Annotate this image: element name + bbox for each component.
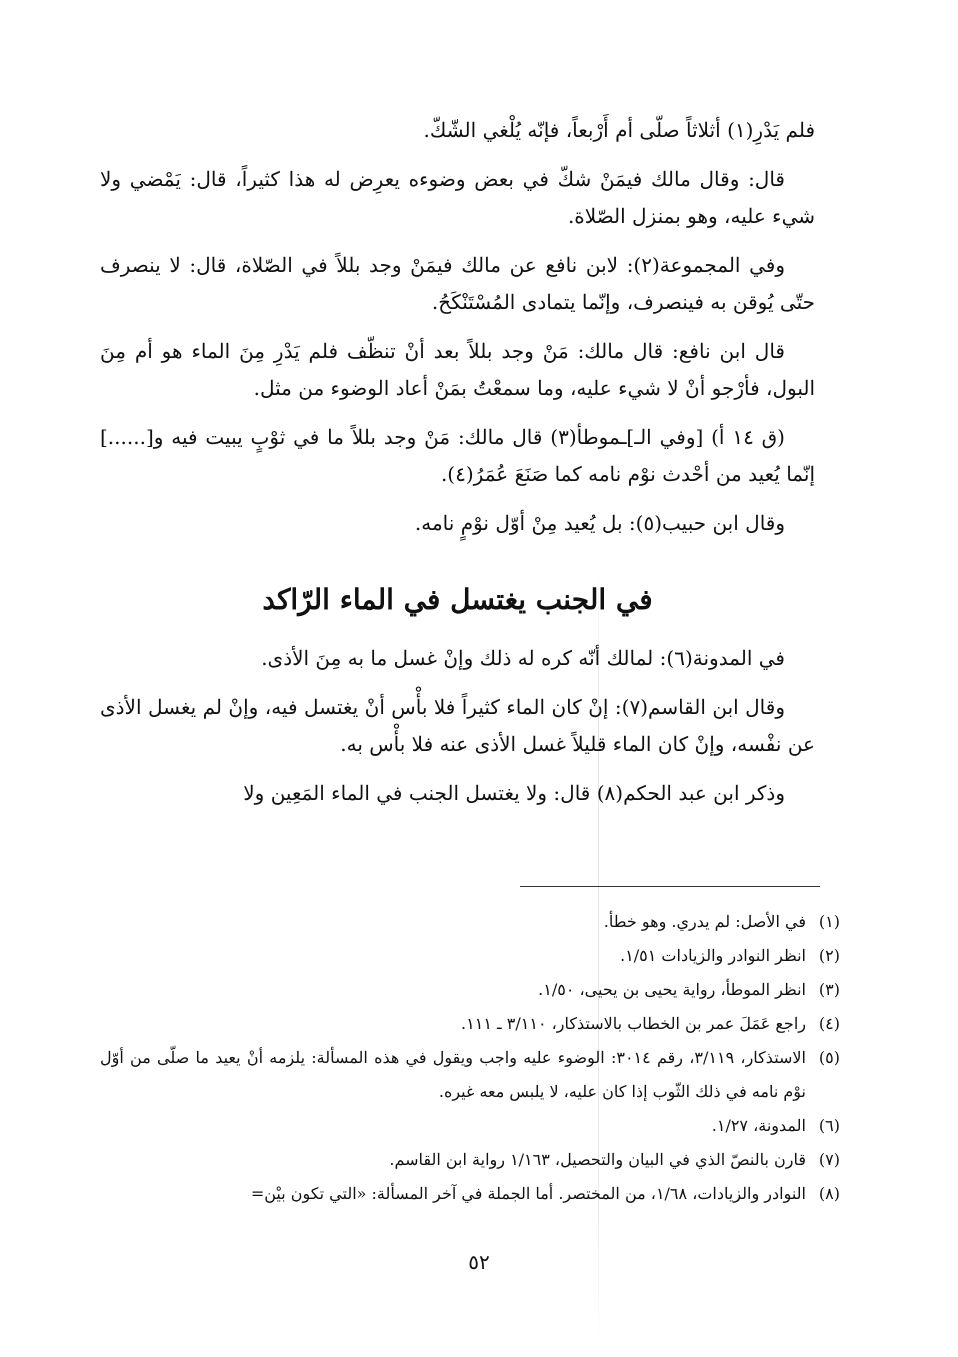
footnote-number: (٥) — [818, 1048, 840, 1067]
footnote-number: (٢) — [818, 946, 840, 965]
footnote-number: (٦) — [818, 1116, 840, 1135]
footnote-divider — [520, 886, 820, 887]
section-heading: في الجنب يغتسل في الماء الرّاكد — [262, 583, 653, 616]
footnote — [100, 1109, 840, 1143]
footnote-text: انظر النوادر والزيادات ١/٥١. — [620, 946, 806, 965]
footnote — [100, 973, 840, 1007]
footnote — [100, 1007, 840, 1041]
footnote-number: (٣) — [818, 980, 840, 999]
footnote — [100, 905, 840, 939]
footnote-text: انظر الموطأ، رواية يحيى بن يحيى، ١/٥٠. — [538, 980, 806, 999]
paragraph: في المدونة(٦): لمالك أنّه كره له ذلك وإنْ غسل ما به مِنَ الأذى. — [261, 646, 785, 670]
paragraph: قال ابن نافع: قال مالك: مَنْ وجد بللاً بعد أنْ تنظّف فلم يَدْرِ مِنَ الماء هو أم مِنَ البول، فأرْجو أنْ لا شيء عليه، وما سمعْتُ بمَنْ أعاد الوضوء من مثل. — [100, 339, 815, 400]
paragraph: فلم يَدْرِ(١) أثلاثاً صلّى أم أَرْبعاً، فإنّه يُلْغي الشّكّ. — [423, 118, 815, 142]
footnotes — [100, 905, 840, 1211]
footnote-text: في الأصل: لم يدري. وهو خطأ. — [603, 912, 806, 931]
footnote-text: راجع عَمَلَ عمر بن الخطاب بالاستذكار، ٣/١١٠ ـ ١١١. — [461, 1014, 806, 1033]
page-number: ٥٢ — [468, 1250, 490, 1274]
footnote-number: (٨) — [818, 1184, 840, 1203]
main-text — [100, 112, 815, 824]
footnote-number: (٧) — [818, 1150, 840, 1169]
paragraph: وقال ابن القاسم(٧): إنْ كان الماء كثيراً فلا بأْس أنْ يغتسل فيه، وإنْ لم يغسل الأذى عن نفْسه، وإنْ كان الماء قليلاً غسل الأذى عنه فلا بأْس به. — [100, 695, 815, 756]
footnote — [100, 1177, 840, 1211]
footnote-text: النوادر والزيادات، ١/٦٨، من المختصر. أما الجملة في آخر المسألة: «التي تكون بيْن= — [250, 1184, 806, 1203]
footnote-text: قارن بالنصّ الذي في البيان والتحصيل، ١/١٦٣ رواية ابن القاسم. — [389, 1150, 806, 1169]
footnote-text: المدونة، ١/٢٧. — [711, 1116, 806, 1135]
paragraph: وقال ابن حبيب(٥): بل يُعيد مِنْ أوّل نوْمٍ نامه. — [414, 511, 785, 535]
footnote-text: الاستذكار، ٣/١١٩، رقم ٣٠١٤: الوضوء عليه واجب ويقول في هذه المسألة: يلزمه أنْ يعيد ما صلّى من أوّل نوْم نامه في ذلك الثّوب إذا كان عليه، لا يلبس معه غيره. — [100, 1048, 807, 1101]
footnote-number: (٤) — [818, 1014, 840, 1033]
footnote-number: (١) — [818, 912, 840, 931]
footnote — [100, 939, 840, 973]
paragraph: قال: وقال مالك فيمَنْ شكّ في بعض وضوءه يعرِض له هذا كثيراً، قال: يَمْضي ولا شيء عليه، وهو بمنزل الصّلاة. — [100, 167, 815, 228]
footnote — [100, 1041, 840, 1109]
footnote — [100, 1143, 840, 1177]
paragraph: وذكر ابن عبد الحكم(٨) قال: ولا يغتسل الجنب في الماء المَعِين ولا — [243, 781, 785, 805]
paragraph: وفي المجموعة(٢): لابن نافع عن مالك فيمَنْ وجد بللاً في الصّلاة، قال: لا ينصرف حتّى يُوقن به فينصرف، وإنّما يتمادى المُسْتَنْكَحُ. — [100, 253, 815, 314]
paragraph: (ق ١٤ أ) [وفي الـ]ـموطأ(٣) قال مالك: مَنْ وجد بللاً ما في ثوْبٍ يبيت فيه و[......] إنّما يُعيد من أحْدث نوْم نامه كما صَنَعَ عُمَرُ(٤). — [100, 425, 815, 486]
